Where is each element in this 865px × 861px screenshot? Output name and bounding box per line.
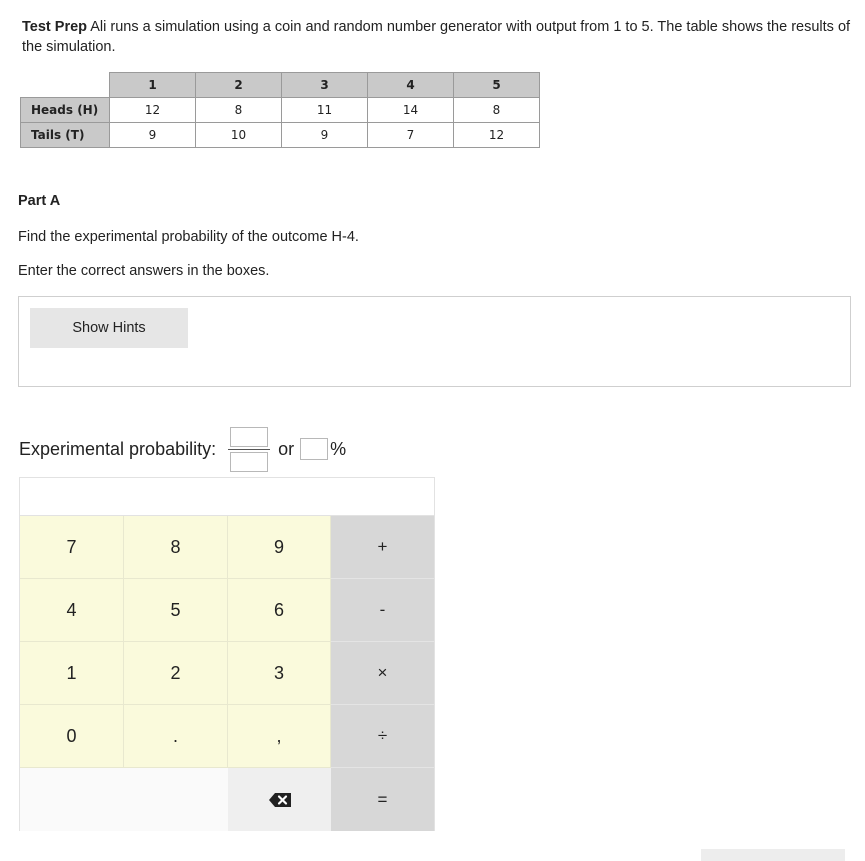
key-2[interactable]: 2 bbox=[124, 642, 228, 705]
key-6[interactable]: 6 bbox=[228, 579, 331, 642]
row-header: Heads (H) bbox=[21, 98, 110, 123]
column-header: 3 bbox=[282, 73, 368, 98]
key-comma[interactable]: , bbox=[228, 705, 331, 768]
column-header: 1 bbox=[110, 73, 196, 98]
column-header: 2 bbox=[196, 73, 282, 98]
key-7[interactable]: 7 bbox=[20, 516, 124, 579]
column-header: 4 bbox=[368, 73, 454, 98]
key-4[interactable]: 4 bbox=[20, 579, 124, 642]
table-header-row bbox=[21, 73, 540, 98]
key-decimal[interactable]: . bbox=[124, 705, 228, 768]
question-text bbox=[22, 17, 852, 57]
table-row-tails bbox=[21, 123, 540, 148]
table-cell: 9 bbox=[282, 123, 368, 148]
keypad-grid bbox=[20, 516, 434, 831]
question-body: Ali runs a simulation using a coin and random number generator with output from 1 to 5. The table shows the results of the simulation. bbox=[22, 19, 851, 55]
keypad-display bbox=[20, 478, 434, 516]
key-9[interactable]: 9 bbox=[228, 516, 331, 579]
or-text: or bbox=[278, 438, 295, 459]
simulation-table bbox=[20, 72, 540, 148]
key-0[interactable]: 0 bbox=[20, 705, 124, 768]
percent-input[interactable] bbox=[300, 438, 328, 460]
numerator-input[interactable] bbox=[230, 427, 268, 447]
key-1[interactable]: 1 bbox=[20, 642, 124, 705]
answer-row bbox=[19, 424, 346, 474]
table-cell: 8 bbox=[454, 98, 540, 123]
answer-label: Experimental probability: bbox=[19, 438, 217, 459]
keypad-blank-area bbox=[20, 768, 228, 831]
table-cell: 9 bbox=[110, 123, 196, 148]
table-corner bbox=[21, 73, 110, 98]
table-cell: 11 bbox=[282, 98, 368, 123]
key-divide[interactable]: ÷ bbox=[331, 705, 434, 768]
show-hints-button[interactable]: Show Hints bbox=[30, 308, 188, 348]
key-plus[interactable]: + bbox=[331, 516, 434, 579]
key-minus[interactable]: - bbox=[331, 579, 434, 642]
fraction-bar bbox=[228, 449, 270, 450]
column-header: 5 bbox=[454, 73, 540, 98]
percent-sign: % bbox=[330, 438, 347, 459]
backspace-button[interactable] bbox=[228, 768, 331, 831]
table-cell: 7 bbox=[368, 123, 454, 148]
fraction-input bbox=[228, 427, 270, 472]
part-instruction: Find the experimental probability of the outcome H-4. bbox=[18, 229, 359, 245]
table-cell: 10 bbox=[196, 123, 282, 148]
math-keypad bbox=[19, 477, 435, 831]
key-8[interactable]: 8 bbox=[124, 516, 228, 579]
table-cell: 8 bbox=[196, 98, 282, 123]
key-multiply[interactable]: × bbox=[331, 642, 434, 705]
test-prep-label: Test Prep bbox=[22, 19, 88, 35]
backspace-icon bbox=[269, 793, 291, 807]
horizontal-scrollbar[interactable] bbox=[701, 849, 845, 861]
entry-note: Enter the correct answers in the boxes. bbox=[18, 263, 270, 279]
table-cell: 14 bbox=[368, 98, 454, 123]
row-header: Tails (T) bbox=[21, 123, 110, 148]
key-5[interactable]: 5 bbox=[124, 579, 228, 642]
table-cell: 12 bbox=[454, 123, 540, 148]
key-equals[interactable]: = bbox=[331, 768, 434, 831]
hint-panel bbox=[18, 296, 851, 387]
table-row-heads bbox=[21, 98, 540, 123]
table-cell: 12 bbox=[110, 98, 196, 123]
denominator-input[interactable] bbox=[230, 452, 268, 472]
part-title: Part A bbox=[18, 193, 61, 209]
key-3[interactable]: 3 bbox=[228, 642, 331, 705]
